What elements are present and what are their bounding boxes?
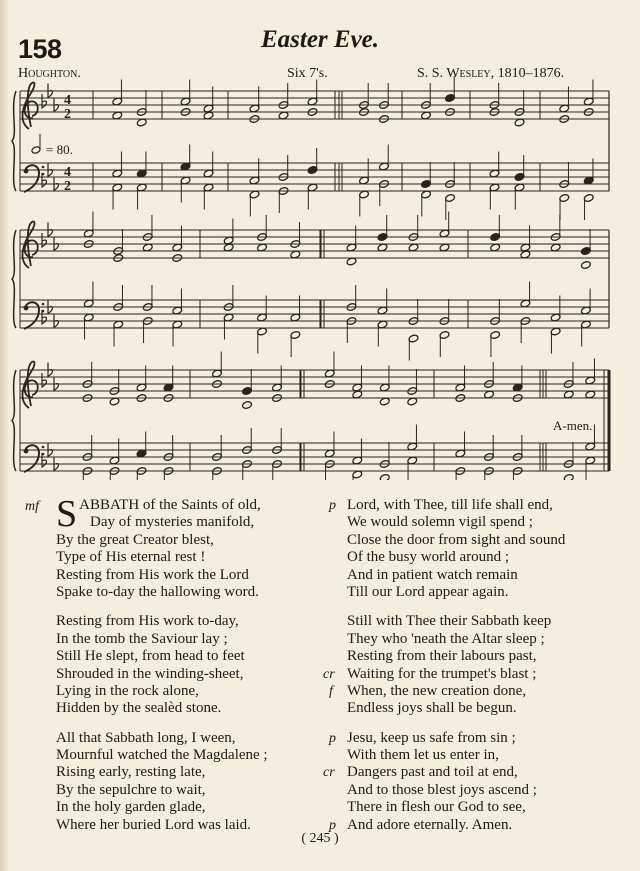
- verse-line: Waiting for the trumpet's blast ; cr: [323, 665, 537, 682]
- treble-clef: [23, 221, 38, 268]
- verse-line: Still He slept, from head to feet: [56, 648, 245, 665]
- bass-clef: [42, 446, 45, 449]
- brace: [12, 370, 16, 471]
- verse-line: Resting from their labours past,: [347, 648, 537, 665]
- verse-line: Hidden by the sealèd stone.: [56, 700, 222, 717]
- verse-line: Rising early, resting late,: [56, 764, 206, 781]
- time-signature: 4: [64, 165, 71, 180]
- verse-line: Mournful watched the Magdalene ;: [56, 747, 268, 764]
- verse-line: Day of mysteries manifold,: [90, 514, 255, 531]
- brace: [12, 91, 16, 191]
- note-head: [242, 401, 253, 410]
- dynamic-mark: p: [329, 498, 336, 513]
- treble-clef: [23, 82, 38, 129]
- verse-line: And to those blest joys ascend ;: [347, 781, 537, 798]
- dynamic-mark: cr: [323, 765, 335, 781]
- amen-label: A-men.: [553, 418, 593, 433]
- verse-line: Lying in the rock alone,: [56, 682, 199, 699]
- metronome-mark: = 80.: [46, 142, 73, 157]
- verse-line: In the tomb the Saviour lay ;: [56, 630, 228, 647]
- flat-sign: [54, 377, 59, 391]
- flat-sign: [54, 314, 59, 328]
- meter: Six 7's.: [287, 66, 328, 81]
- bass-clef: [24, 306, 29, 311]
- hymn-title: Easter Eve.: [260, 26, 380, 53]
- verse-line: Jesu, keep us safe from sin ; p: [329, 729, 516, 746]
- verses-right-column: [323, 497, 627, 834]
- verse-line: All that Sabbath long, I ween,: [56, 729, 236, 746]
- verses-left-column: [25, 493, 326, 834]
- tune-name: Houghton.: [18, 66, 81, 81]
- verse-line: Close the door from sight and sound: [347, 531, 566, 548]
- metronome-note: [31, 146, 41, 154]
- verse-line: There in flesh our God to see,: [347, 799, 526, 816]
- verse-line: Dangers past and toil at end, cr: [323, 764, 518, 781]
- brace: [12, 230, 16, 328]
- flat-sign: [48, 223, 53, 237]
- drop-cap: S: [56, 493, 78, 535]
- flat-sign: [42, 94, 47, 108]
- verse-line: By the sepulchre to wait,: [56, 781, 206, 798]
- treble-clef: [23, 361, 38, 408]
- verse-line-text: ABBATH of the Saints of old,: [79, 497, 261, 513]
- verse-line: Of the busy world around ;: [347, 549, 510, 566]
- time-signature: 2: [64, 179, 71, 194]
- verse-line: Still with Thee their Sabbath keep: [347, 613, 552, 630]
- verse-line: And adore eternally. Amen. p: [329, 816, 513, 833]
- verse-line: Where her buried Lord was laid.: [56, 816, 251, 833]
- verse-line: When, the new creation done, f: [329, 682, 527, 699]
- flat-sign: [54, 237, 59, 251]
- verse-line: Till our Lord appear again.: [347, 583, 509, 600]
- flat-sign: [54, 177, 59, 191]
- bass-clef: [42, 166, 45, 169]
- flat-sign: [42, 233, 47, 247]
- verse-line: Resting from His work the Lord: [56, 566, 249, 583]
- flat-sign: [48, 443, 53, 457]
- note-head: [580, 261, 591, 270]
- dynamic-mark: p: [329, 730, 336, 746]
- dynamic-mark: p: [329, 817, 336, 833]
- composer: S. S. Wesley, 1810–1876.: [417, 66, 565, 81]
- flat-sign: [42, 373, 47, 387]
- page-number: ( 245 ): [301, 831, 339, 846]
- flat-sign: [48, 163, 53, 177]
- dynamic-mark: f: [329, 683, 333, 699]
- bass-clef: [24, 169, 29, 174]
- verse-line: We would solemn vigil spend ;: [347, 514, 533, 531]
- verse-line: By the great Creator blest,: [56, 531, 214, 548]
- bass-clef: [42, 303, 45, 306]
- flat-sign: [54, 457, 59, 471]
- verse-line: Endless joys shall be begun.: [347, 700, 517, 717]
- dynamic-mark: cr: [323, 666, 335, 682]
- verse-line: And in patient watch remain: [347, 566, 518, 583]
- time-signature: 2: [64, 107, 71, 122]
- flat-sign: [48, 363, 53, 377]
- verse-line: With them let us enter in,: [347, 747, 499, 764]
- dynamic-mark: mf: [25, 499, 39, 514]
- hymn-number: 158: [18, 34, 62, 64]
- verse-line: In the holy garden glade,: [56, 799, 206, 816]
- flat-sign: [54, 98, 59, 112]
- verse-line: Type of His eternal rest !: [56, 549, 206, 566]
- verse-line: Lord, with Thee, till life shall end, p: [329, 497, 553, 513]
- verse-line: Spake to-day the hallowing word.: [56, 583, 259, 600]
- flat-sign: [48, 84, 53, 98]
- time-signature: 4: [64, 93, 71, 108]
- flat-sign: [48, 300, 53, 314]
- verse-line: Shrouded in the winding-sheet,: [56, 665, 244, 682]
- verse-line: Resting from His work to-day,: [56, 613, 239, 630]
- verse-line: They who 'neath the Altar sleep ;: [347, 630, 545, 647]
- bass-clef: [24, 449, 29, 454]
